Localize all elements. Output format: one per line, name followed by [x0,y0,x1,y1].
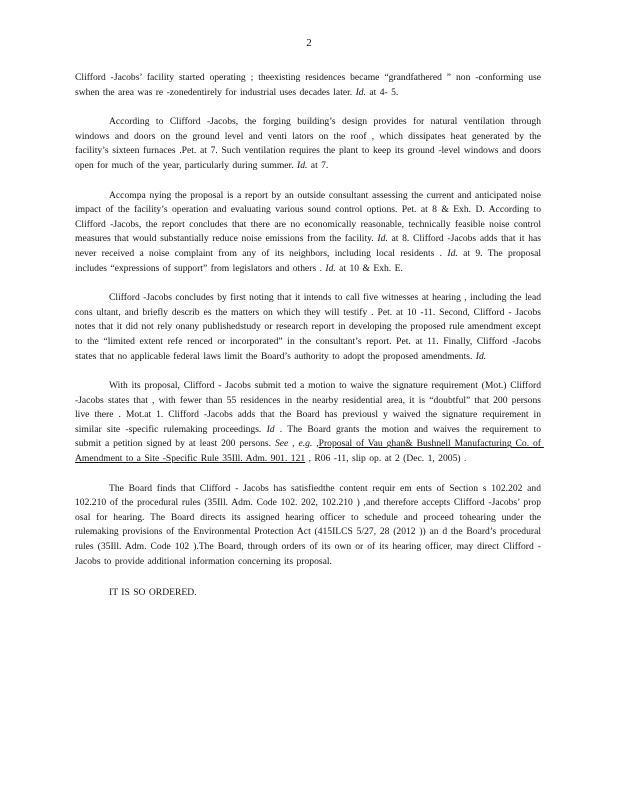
citation-italic: Id. [475,350,487,362]
paragraph-text: According to Clifford -Jacobs, the forging building’s design provides for natural ventilation through windows and doors on the ground level and venti lators on the roof , which dissipates heat generated by the facility’s sixteen furnaces .Pet. at 7. Such ventilation requires the plant to keep its ground -level windows and doors open for much of the year, particularly during summer. [75,116,545,171]
body-paragraph [75,482,545,570]
citation-italic: Id. [297,159,308,171]
page-number: 2 [306,37,312,49]
document-body [75,71,545,616]
citation-italic: Id. [447,247,458,259]
body-paragraph [75,379,545,467]
paragraph-text: Clifford -Jacobs concludes by first noting that it intends to call five witnesses at hearing , including the lead cons ultant, and briefly describ es the matters on which they will testify . Pet. at 10 -11. Second, Clifford - Jacobs notes that it did not rely onany publishedstudy or research report in developing the proposed rule amendment except to the “limited extent refe renced or incorporated” in the consultant’s report. Pet. at 11. Finally, Clifford -Jacobs states that no applicable federal laws limit the Board’s authority to adopt the proposed amendments. [75,292,545,362]
paragraph-text: , [288,438,299,450]
paragraph-text: , [312,438,319,450]
paragraph-text: . The Board grants the motion and waives the requirement to submit a petition signed by at least 200 persons. [75,423,545,450]
body-paragraph [75,291,545,364]
citation-italic: Id. [355,86,366,98]
citation-italic: e.g. [298,438,313,450]
paragraph-text: at 8. Clifford -Jacobs adds that it has never received a noise complaint from any of its neighbors, including local residents . [75,233,545,259]
body-paragraph [75,71,545,100]
citation-italic: Id [266,423,275,435]
citation-italic: Id. [325,262,336,274]
paragraph-text: The Board finds that Clifford - Jacobs has satisfiedthe content requir em ents of Section s 102.202 and 102.210 of the procedural rules (35Ill. Adm. Code 102. 202, 102.210 ) ,and therefore accepts Clifford -Jacobs’ prop osal for hearing. The Board directs its assigned hearing officer to schedule and proceed tohearing under the rulemaking provisions of the Environmental Protection Act (415ILCS 5/27, 28 (2012 )) an d the Board’s procedural rules (35Ill. Adm. Code 102 ).The Board, through orders of its own or of its hearing officer, may direct Clifford - Jacobs to provide additional information concerning its proposal. [75,482,545,567]
citation-italic: Id. [377,233,388,245]
paragraph-text: at 10 & Exh. E. [335,262,403,274]
paragraph-text: at 9. The proposal includes “expressions of support” from legislators and others . [75,247,545,274]
paragraph-text: Clifford -Jacobs’ facility started operating ; theexisting residences became “grandfathered ” non -conforming use swhen the area was re -zonedentirely for industrial uses decades later. [75,72,545,98]
citation-italic: See [274,438,289,450]
citation-underlined: Proposal of Vau ghan& Bushnell Manufacturing Co. of Amendment to a Site -Specific Rule 35Ill. Adm. 901. 121 [75,438,544,465]
paragraph-text: With its proposal, Clifford - Jacobs submit ted a motion to waive the signature requirement (Mot.) Clifford -Jacobs states that , with fewer than 55 residences in the nearby residential area, it is “doubtful” that 200 persons live there . Mot.at 1. Clifford -Jacobs adds that the Board has previousl y waived the signature requirement in similar site -specific rulemaking proceedings. [75,380,545,435]
body-paragraph [75,115,545,173]
paragraph-list [75,71,545,569]
paragraph-text: , R06 -11, slip op. at 2 (Dec. 1, 2005) . [305,453,467,465]
paragraph-text: at 7. [307,159,329,171]
closing-statement: IT IS SO ORDERED. [109,587,197,599]
body-paragraph [75,189,545,277]
paragraph-text: Accompa nying the proposal is a report by an outside consultant assessing the current and anticipated noise impact of the facility’s operation and evaluating various sound control options. Pet. at 8 & Exh. D. According to Clifford -Jacobs, the report concludes that there are no economically reasonable, technically feasible noise control measures that would substantially reduce noise emissions from the facility. [75,189,545,245]
paragraph-text: at 4- 5. [365,86,399,98]
